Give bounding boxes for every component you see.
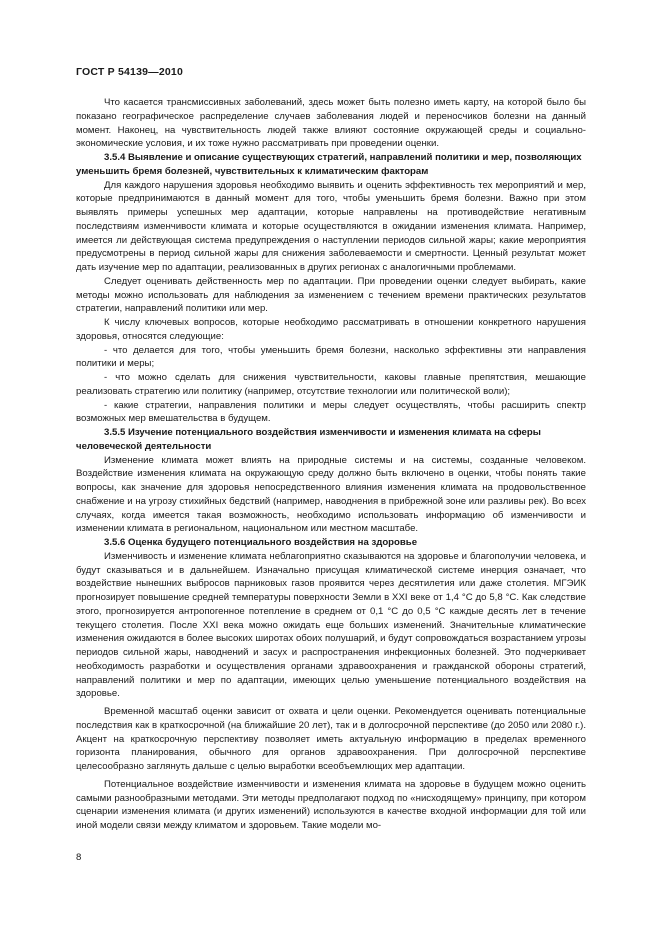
paragraph: Временной масштаб оценки зависит от охвата и цели оценки. Рекомендуется оценивать потенциальные последствия как в краткосрочной (на ближайшие 20 лет), так и в долгосрочной перспективе (до 2050 или 2080 г.). Акцент на краткосрочную перспективу позволяет иметь актуальную информацию в пределах временного горизонта планирования, обычного для органов здравоохранения. При долгосрочной перспективе целесообразно заглянуть дальше с целью выработки всеобъемлющих мер адаптации. bbox=[76, 706, 586, 772]
paragraph: Следует оценивать действенность мер по адаптации. При проведении оценки следует выбирать, какие методы можно использовать для наблюдения за изменением с течением времени практических результатов стратегии, направлений политики или мер. bbox=[76, 275, 586, 315]
page-number: 8 bbox=[76, 852, 82, 863]
paragraph: Изменчивость и изменение климата неблагоприятно сказываются на здоровье и благополучии человека, и будут сказываться и в дальнейшем. Изначально присущая климатической системе инерция означает, что воздействие нынешних выбросов парниковых газов проявится через десятилетия или даже столетия. МГЭИК прогнозирует повышение средней температуры поверхности Земли в XXI веке от 1,4 °С до 5,8 °С. Как следствие этого, прогнозируется антропогенное потепление в среднем от 0,1 °С до 0,5 °С каждые десять лет в течение текущего столетия. После XXI века можно ожидать еще больших изменений. Значительные климатические изменения ожидаются в более высоких широтах обоих полушарий, и будут сопровождаться возрастанием угрозы периодов сильной жары, наводнений и засух и распространения инфекционных болезней. Это подчеркивает необходимость разработки и осуществления органами здравоохранения и гражданской обороны стратегий, направлений политики и мер по адаптации, имеющих целью уменьшение потенциального воздействия на здоровье. bbox=[76, 550, 586, 700]
document-body bbox=[76, 96, 586, 833]
paragraph: Потенциальное воздействие изменчивости и изменения климата на здоровье в будущем можно оценить самыми разнообразными методами. Эти методы предполагают подход по «нисходящему» принципу, при котором сценарии изменения климата (и других изменений) используются в качестве входной информации для той или иной модели связи между климатом и здоровьем. Такие модели мо- bbox=[76, 778, 586, 831]
list-item: - что можно сделать для снижения чувствительности, каковы главные препятствия, мешающие реализовать стратегию или политику (например, отсутствие технологии или политической воли); bbox=[76, 372, 586, 397]
list-item: - что делается для того, чтобы уменьшить бремя болезни, насколько эффективны эти направления политики и меры; bbox=[76, 344, 586, 370]
paragraph: К числу ключевых вопросов, которые необходимо рассматривать в отношении конкретного нарушения здоровья, относятся следующие: bbox=[76, 317, 586, 342]
section-heading-3-5-4: 3.5.4 Выявление и описание существующих стратегий, направлений политики и мер, позволяющих уменьшить бремя болезней, чувствительных к климатическим факторам bbox=[76, 152, 582, 177]
section-heading-3-5-5: 3.5.5 Изучение потенциального воздействия изменчивости и изменения климата на сферы человеческой деятельности bbox=[76, 427, 541, 452]
paragraph: Для каждого нарушения здоровья необходимо выявить и оценить эффективность тех мероприятий и мер, которые предпринимаются в данный момент для того, чтобы уменьшить бремя болезни. Важно при этом выявлять примеры успешных мер адаптации, которые направлены на противодействие негативным последствиям изменчивости климата и которые осуществляются в ожидании изменения климата. Например, имеется ли действующая система предупреждения о наступлении периодов сильной жары; какие мероприятия предусмотрены в период сильной жары для снижения заболеваемости и смертности. Ценный результат может дать изучение мер по адаптации, реализованных в других регионах с аналогичными проблемами. bbox=[76, 179, 586, 273]
list-item: - какие стратегии, направления политики и меры следует осуществлять, чтобы расширить спектр возможных мер вмешательства в будущем. bbox=[76, 399, 586, 425]
section-heading-3-5-6: 3.5.6 Оценка будущего потенциального воздействия на здоровье bbox=[104, 537, 418, 548]
paragraph: Что касается трансмиссивных заболеваний, здесь может быть полезно иметь карту, на которой было бы показано географическое распределение случаев заболевания людей и переносчиков болезни на данный момент. Наконец, на чувствительность людей также влияют состояние окружающей среды и социально-экономические условия, и их тоже нужно рассматривать при проведении оценки. bbox=[76, 97, 586, 150]
paragraph: Изменение климата может влиять на природные системы и на системы, созданные человеком. Воздействие изменения климата на окружающую среду должно быть включено в оценки, чтобы понять такие вопросы, как значение для здоровья непосредственного влияния изменения климата на продовольственное снабжение и на угрозу стихийных бедствий (например, наводнения в прибрежной зоне или разливы рек). Во всех случаях, когда имеется такая возможность, необходимо использовать информацию об изменчивости и изменении климата в региональном, национальном или местном масштабе. bbox=[76, 454, 586, 535]
page-header: ГОСТ Р 54139—2010 bbox=[76, 66, 184, 78]
